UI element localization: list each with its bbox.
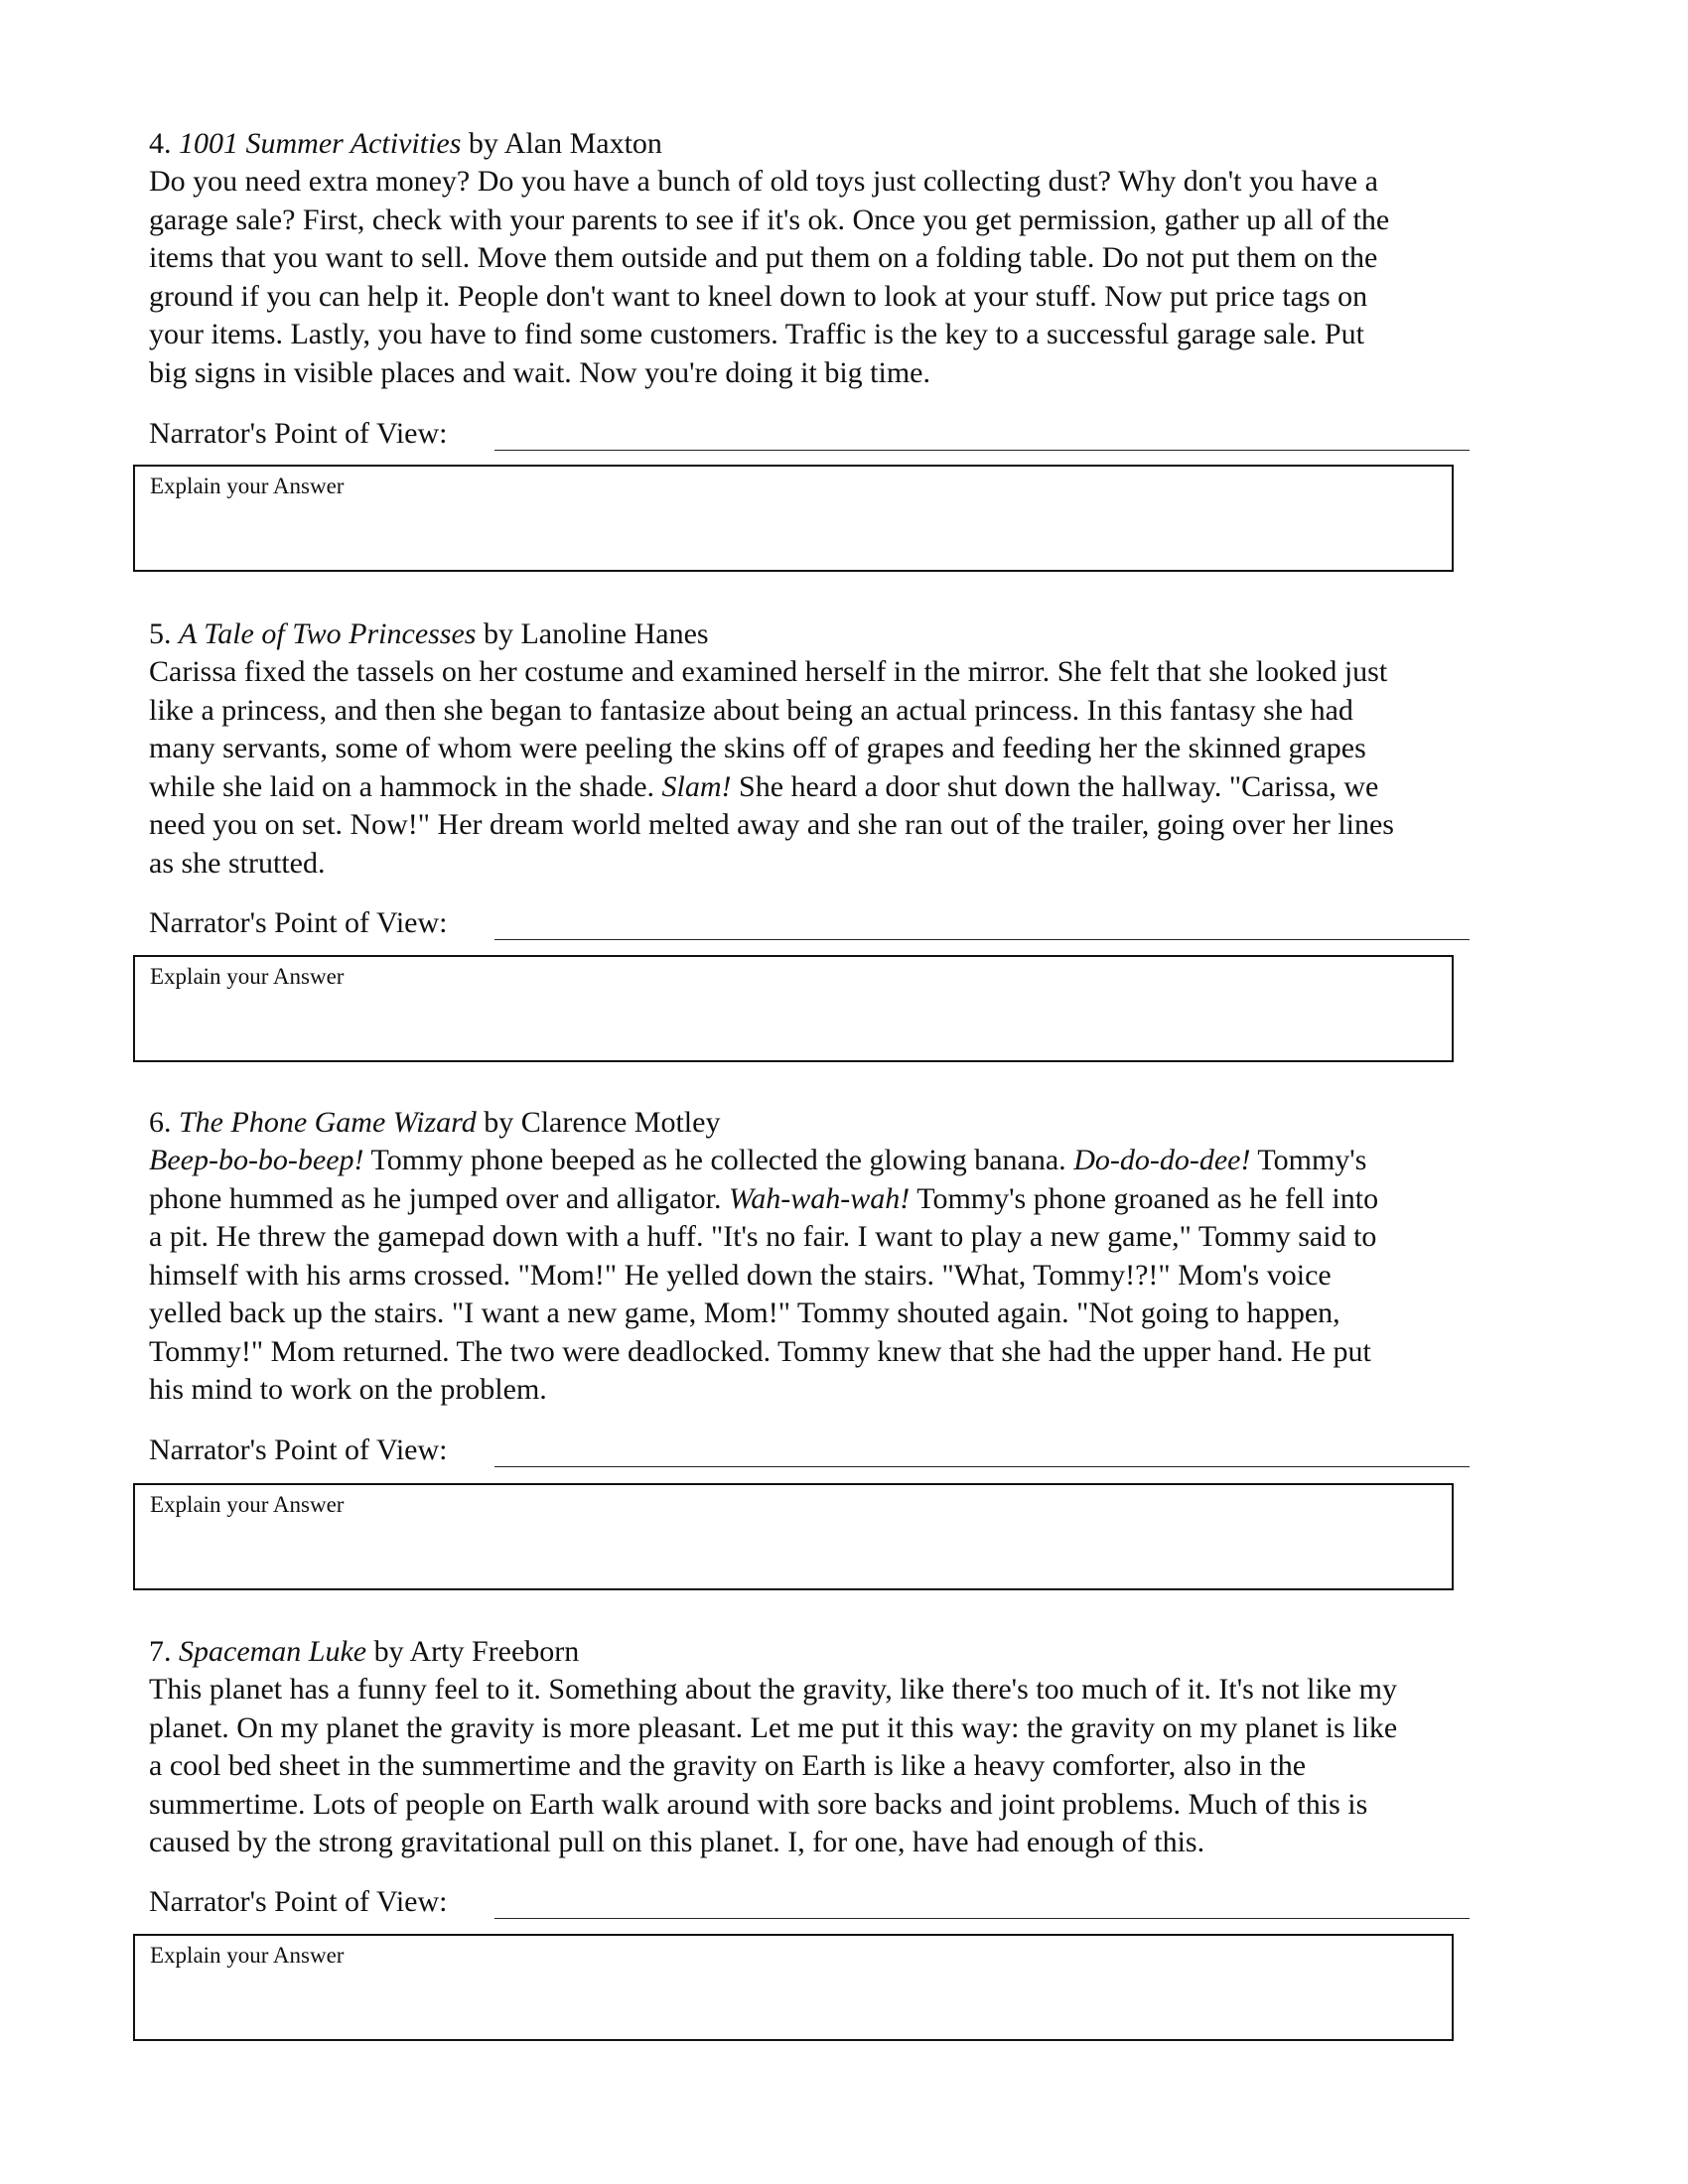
passage-text: yelled back up the stairs. "I want a new game, Mom!" Tommy shouted again. "Not going to happen, [149, 1297, 1340, 1329]
narrator-pov-field[interactable] [149, 414, 1470, 454]
question-heading: 7. Spaceman Luke by Arty Freeborn [149, 1635, 580, 1668]
story-author: Alan Maxton [503, 127, 662, 160]
passage-text: Tommy!" Mom returned. The two were deadlocked. Tommy knew that she had the upper hand. He put [149, 1334, 1371, 1368]
pov-answer-line[interactable] [494, 1918, 1470, 1919]
passage-text: as she strutted. [149, 846, 326, 880]
passage-line [149, 1371, 1549, 1410]
passage-line [149, 845, 1549, 884]
passage-text: a cool bed sheet in the summertime and the gravity on Earth is like a heavy comforter, also in the [149, 1749, 1307, 1782]
passage-text: himself with his arms crossed. "Mom!" He yelled down the stairs. "What, Tommy!?!" Mom's voice [149, 1258, 1332, 1292]
passage-line [149, 1786, 1549, 1825]
passage-line [149, 202, 1549, 240]
story-passage [149, 163, 1549, 392]
explain-answer-box[interactable] [133, 955, 1454, 1062]
passage-text: ground if you can help it. People don't want to kneel down to look at your stuff. Now put price tags on [149, 279, 1368, 313]
question-heading: 6. The Phone Game Wizard by Clarence Motley [149, 1106, 721, 1139]
passage-text: many servants, some of whom were peeling the skins off of grapes and feeding her the skinned grapes [149, 732, 1366, 764]
passage-text: like a princess, and then she began to fantasize about being an actual princess. In this fantasy she had [149, 693, 1353, 727]
passage-line [149, 239, 1549, 278]
question-7 [149, 1633, 1549, 1862]
italic-text: Slam! [661, 769, 732, 803]
passage-text: big signs in visible places and wait. Now you're doing it big time. [149, 355, 930, 389]
passage-line [149, 278, 1549, 317]
question-5 [149, 615, 1549, 883]
passage-text: This planet has a funny feel to it. Something about the gravity, like there's too much of it. It's not like my [149, 1673, 1397, 1706]
narrator-pov-field[interactable] [149, 1882, 1470, 1922]
story-passage [149, 653, 1549, 883]
passage-text: planet. On my planet the gravity is more pleasant. Let me put it this way: the gravity on my planet is like [149, 1710, 1398, 1744]
pov-answer-line[interactable] [494, 1466, 1470, 1467]
passage-line [149, 1671, 1549, 1709]
story-title: Spaceman Luke [179, 1635, 367, 1668]
passage-text: Do you need extra money? Do you have a bunch of old toys just collecting dust? Why don't you have a [149, 165, 1378, 198]
pov-label: Narrator's Point of View: [149, 906, 448, 939]
story-passage [149, 1142, 1549, 1410]
passage-line [149, 354, 1549, 393]
passage-text: caused by the strong gravitational pull on this planet. I, for one, have had enough of this. [149, 1826, 1205, 1858]
passage-line [149, 730, 1549, 768]
passage-line [149, 1333, 1549, 1372]
explain-answer-box[interactable] [133, 465, 1454, 572]
narrator-pov-field[interactable] [149, 1431, 1470, 1470]
passage-line [149, 1180, 1549, 1219]
passage-text: a pit. He threw the gamepad down with a huff. "It's no fair. I want to play a new game," Tommy said to [149, 1220, 1377, 1253]
passage-text: need you on set. Now!" Her dream world melted away and she ran out of the trailer, going over her lines [149, 808, 1394, 841]
story-title: 1001 Summer Activities [179, 127, 462, 160]
pov-label: Narrator's Point of View: [149, 417, 448, 450]
passage-line [149, 163, 1549, 202]
story-author: Clarence Motley [520, 1106, 721, 1139]
pov-answer-line[interactable] [494, 450, 1470, 451]
passage-line [149, 653, 1549, 692]
passage-line [149, 1257, 1549, 1296]
passage-text: garage sale? First, check with your parents to see if it's ok. Once you get permission, gather up all of the [149, 203, 1390, 236]
passage-text: Tommy's phone groaned as he fell into [910, 1181, 1379, 1215]
passage-text: Tommy phone beeped as he collected the glowing banana. [363, 1144, 1074, 1176]
answer-box-label: Explain your Answer [150, 1943, 345, 1968]
story-author: Arty Freeborn [409, 1635, 580, 1668]
question-6 [149, 1104, 1549, 1410]
answer-box-label: Explain your Answer [150, 964, 345, 989]
passage-line [149, 1218, 1549, 1257]
passage-line [149, 316, 1549, 354]
passage-text: phone hummed as he jumped over and alligator. [149, 1181, 730, 1215]
pov-answer-line[interactable] [494, 939, 1470, 940]
story-title: The Phone Game Wizard [179, 1106, 477, 1139]
passage-text: summertime. Lots of people on Earth walk around with sore backs and joint problems. Much of this is [149, 1787, 1368, 1821]
italic-text: Beep-bo-bo-beep! [149, 1144, 364, 1176]
explain-answer-box[interactable] [133, 1934, 1454, 2041]
story-passage [149, 1671, 1549, 1862]
passage-text: his mind to work on the problem. [149, 1373, 547, 1406]
passage-text: Tommy's [1250, 1144, 1367, 1176]
italic-text: Do-do-do-dee! [1073, 1144, 1251, 1176]
passage-text: while she laid on a hammock in the shade. [149, 769, 662, 803]
answer-box-label: Explain your Answer [150, 474, 345, 498]
passage-line [149, 1295, 1549, 1333]
passage-line [149, 1747, 1549, 1786]
narrator-pov-field[interactable] [149, 903, 1470, 943]
passage-text: Carissa fixed the tassels on her costume and examined herself in the mirror. She felt that she looked just [149, 655, 1388, 688]
answer-box-label: Explain your Answer [150, 1492, 345, 1517]
passage-line [149, 806, 1549, 845]
passage-text: She heard a door shut down the hallway. "Carissa, we [731, 769, 1379, 803]
passage-line [149, 1709, 1549, 1748]
passage-line [149, 768, 1549, 807]
passage-line [149, 1824, 1549, 1862]
explain-answer-box[interactable] [133, 1483, 1454, 1590]
passage-text: your items. Lastly, you have to find some customers. Traffic is the key to a successful garage sale. Put [149, 318, 1364, 350]
question-heading: 4. 1001 Summer Activities by Alan Maxton [149, 127, 662, 160]
story-title: A Tale of Two Princesses [179, 617, 477, 650]
question-4 [149, 125, 1549, 392]
story-author: Lanoline Hanes [520, 617, 709, 650]
question-heading: 5. A Tale of Two Princesses by Lanoline Hanes [149, 617, 709, 650]
passage-text: items that you want to sell. Move them outside and put them on a folding table. Do not put them on the [149, 241, 1378, 274]
italic-text: Wah-wah-wah! [729, 1181, 911, 1215]
pov-label: Narrator's Point of View: [149, 1433, 448, 1466]
passage-line [149, 692, 1549, 731]
passage-line [149, 1142, 1549, 1180]
pov-label: Narrator's Point of View: [149, 1885, 448, 1918]
